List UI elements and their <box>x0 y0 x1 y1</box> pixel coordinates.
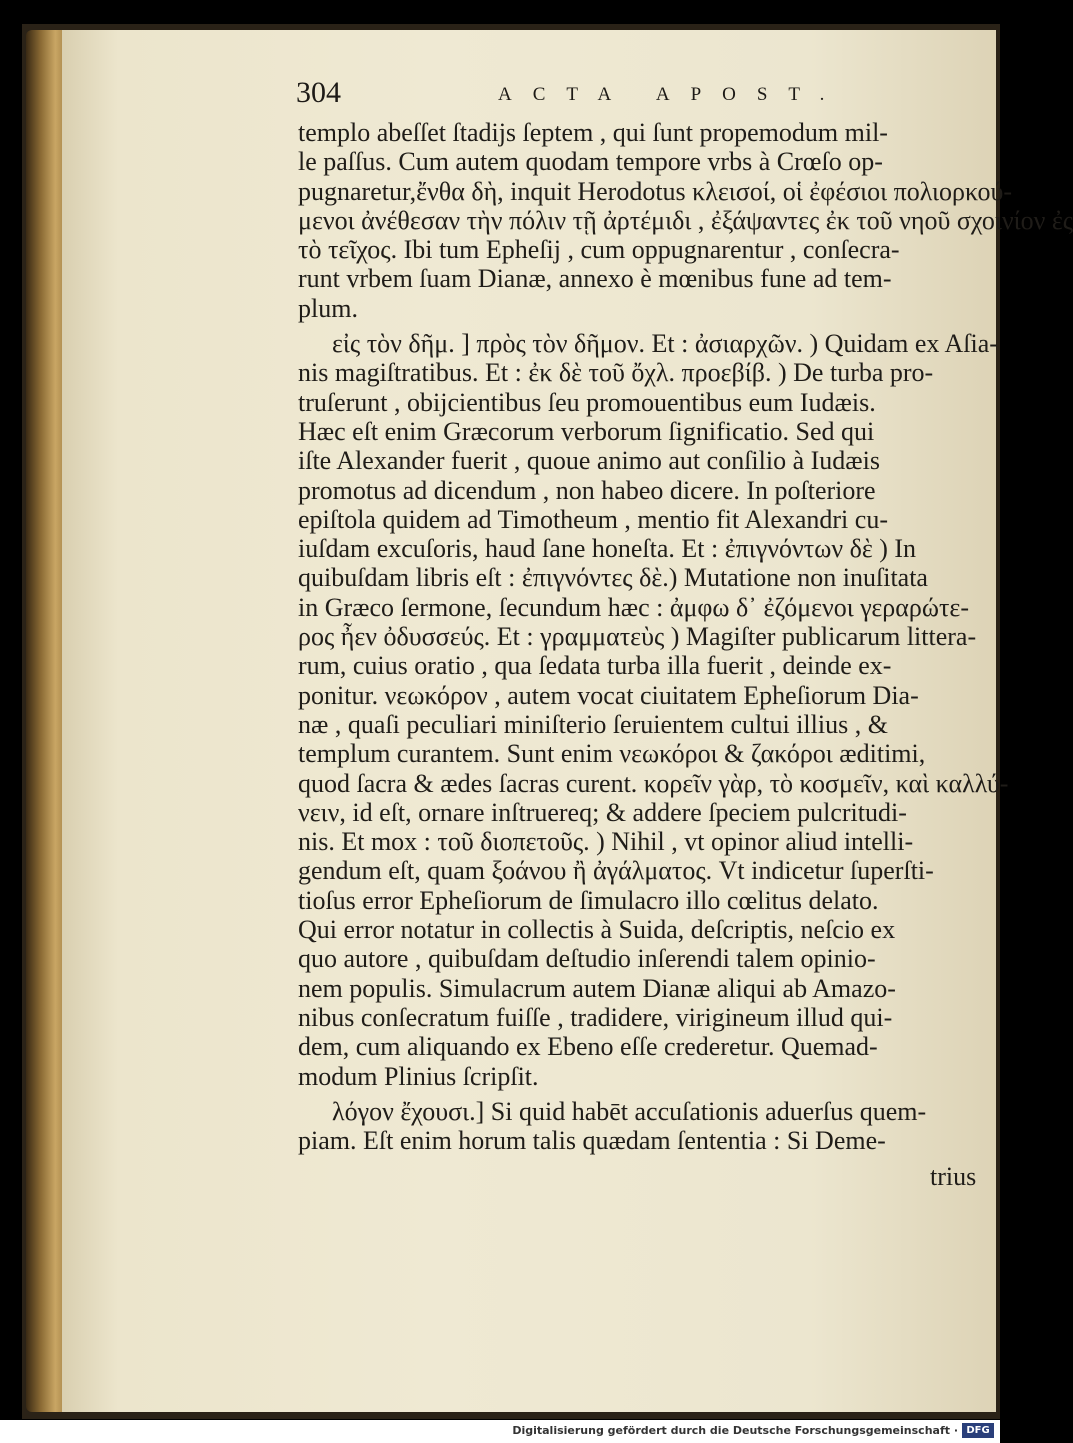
text-line: iſte Alexander fuerit , quoue animo aut conſilio à Iudæis <box>298 446 880 476</box>
text-line: ponitur. νεωκόρον , autem vocat ciuitatem Epheſiorum Dia- <box>298 680 919 710</box>
text-line: nibus conſecratum fuiſſe , tradidere, virigineum illud qui- <box>298 1002 893 1032</box>
text-line: nis magiſtratibus. Et : ἐκ δὲ τοῦ ὄχλ. προεβίβ. ) De turba pro- <box>298 358 934 388</box>
text-line: runt vrbem ſuam Dianæ, annexo è mœnibus fune ad tem- <box>298 264 892 294</box>
text-line: plum. <box>298 293 358 323</box>
text-line: quod ſacra & ædes ſacras curent. κορεῖν γὰρ, τὸ κοσμεῖν, καὶ καλλύ- <box>298 768 1009 798</box>
text-line: le paſſus. Cum autem quodam tempore vrbs à Crœſo op- <box>298 147 883 177</box>
text-line: quibuſdam libris eſt : ἐπιγνόντες δὲ.) Mutatione non inuſitata <box>298 563 928 593</box>
text-line: tioſus error Epheſiorum de ſimulacro illo cœlitus delato. <box>298 885 879 915</box>
text-line: nem populis. Simulacrum autem Dianæ aliqui ab Amazo- <box>298 973 896 1003</box>
text-line: promotus ad dicendum , non habeo dicere. In poſteriore <box>298 475 876 505</box>
text-line: rum, cuius oratio , qua ſedata turba illa fuerit , deinde ex- <box>298 651 892 681</box>
text-line: næ , quaſi peculiari miniſterio ſeruientem cultui illius , & <box>298 709 888 739</box>
text-line: templum curantem. Sunt enim νεωκόροι & ζακόροι æditimi, <box>298 739 926 769</box>
text-line: μενοι ἀνέθεσαν τὴν πόλιν τῇ ἀρτέμιδι , ἐξάψαντες ἐκ τοῦ νηοῦ σχοινίον ἐς <box>298 205 1073 235</box>
text-line: templo abeſſet ſtadijs ſeptem , qui ſunt propemodum mil- <box>298 118 888 147</box>
text-line: quo autore , quibuſdam deſtudio inſerendi talem opinio- <box>298 944 876 974</box>
catchword: trius <box>930 1162 977 1191</box>
text-line: Qui error notatur in collectis à Suida, deſcriptis, neſcio ex <box>298 915 896 945</box>
text-line: piam. Eſt enim horum talis quædam ſententia : Si Deme- <box>298 1126 886 1156</box>
text-line: τὸ τεῖχος. Ibi tum Epheſij , cum oppugnarentur , conſecra- <box>298 235 900 265</box>
running-head: ACTA APOST. <box>498 84 846 105</box>
text-line: modum Plinius ſcripſit. <box>298 1061 539 1091</box>
page-number: 304 <box>296 76 341 109</box>
page-header <box>0 76 1000 116</box>
text-line: epiſtola quidem ad Timotheum , mentio fit Alexandri cu- <box>298 504 888 534</box>
text-line: iuſdam excuſoris, haud ſane honeſta. Et : ἐπιγνόντων δὲ ) In <box>298 534 917 564</box>
text-line: dem, cum aliquando ex Ebeno eſſe crederetur. Quemad- <box>298 1032 878 1062</box>
body-text <box>298 118 1073 1156</box>
dfg-logo: DFG <box>962 1423 994 1438</box>
funding-notice: Digitalisierung gefördert durch die Deutsche Forschungsgemeinschaft · <box>512 1424 958 1437</box>
footer-bar <box>0 1420 1000 1443</box>
text-line: gendum eſt, quam ξοάνου ἢ ἀγάλματος. Vt indicetur ſuperſti- <box>298 856 934 886</box>
text-line: Hæc eſt enim Græcorum verborum ſignificatio. Sed qui <box>298 416 875 446</box>
text-line: nis. Et mox : τοῦ διοπετοῦς. ) Nihil , vt opinor aliud intelli- <box>298 827 914 857</box>
text-line: truſerunt , obijcientibus ſeu promouentibus eum Iudæis. <box>298 387 876 417</box>
text-line: εἰς τὸν δῆμ. ] πρὸς τὸν δῆμον. Et : ἀσιαρχῶν. ) Quidam ex Aſia- <box>332 329 998 359</box>
text-line: pugnaretur,ἔνθα δὴ, inquit Herodotus κλεισοί, οἱ ἐφέσιοι πολιορκού- <box>298 176 1013 206</box>
text-line: ρος ἦεν ὀδυσσεύς. Et : γραμματεὺς ) Magiſter publicarum littera- <box>298 622 977 652</box>
text-line: in Græco ſermone, ſecundum hæc : ἀμφω δ᾽ ἐζόμενοι γεραρώτε- <box>298 592 969 622</box>
text-line: λόγον ἔχουσι.] Si quid habēt accuſationis aduerſus quem- <box>332 1096 927 1126</box>
text-line: νειν, id eſt, ornare inſtruereq; & addere ſpeciem pulcritudi- <box>298 797 907 827</box>
